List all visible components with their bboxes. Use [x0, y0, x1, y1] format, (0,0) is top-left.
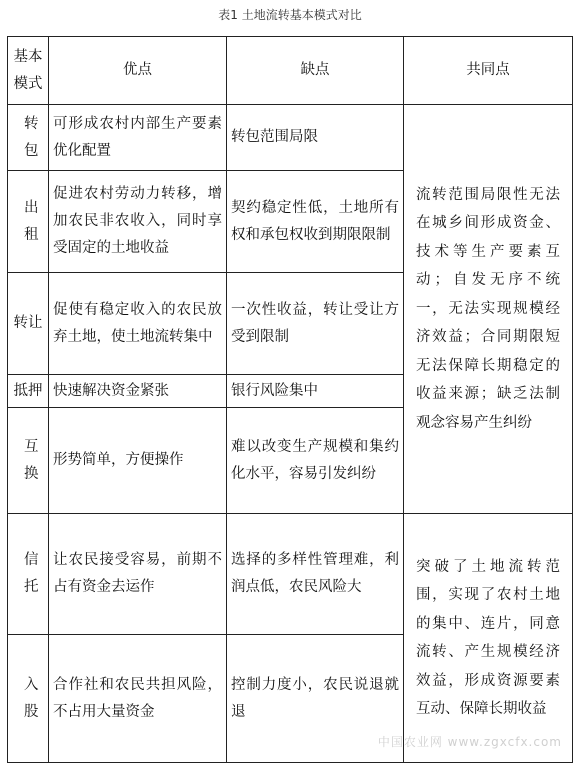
- header-advantages: 优点: [49, 37, 227, 105]
- advantages-cell: 合作社和农民共担风险，不占用大量资金: [49, 635, 227, 763]
- header-disadvantages: 缺点: [227, 37, 404, 105]
- header-row: [8, 37, 573, 105]
- advantages-cell: 形势简单，方便操作: [49, 408, 227, 514]
- advantages-cell: 快速解决资金紧张: [49, 375, 227, 408]
- common-cell-group-2: 突破了土地流转范围，实现了农村土地的集中、连片，同意流转、产生规模经济效益，形成资源要素互动、保障长期收益: [404, 514, 573, 763]
- disadvantages-cell: 选择的多样性管理难，利润点低，农民风险大: [227, 514, 404, 635]
- advantages-cell: 促进农村劳动力转移，增加农民非农收入，同时享受固定的土地收益: [49, 171, 227, 273]
- mode-cell: 转让: [8, 273, 49, 375]
- mode-cell: 抵押: [8, 375, 49, 408]
- mode-cell: 转包: [8, 105, 49, 171]
- disadvantages-cell: 转包范围局限: [227, 105, 404, 171]
- advantages-cell: 可形成农村内部生产要素优化配置: [49, 105, 227, 171]
- common-cell-group-1: 流转范围局限性无法在城乡间形成资金、技术等生产要素互动；自发无序不统一，无法实现规模经济效益；合同期限短无法保障长期稳定的收益来源；缺乏法制观念容易产生纠纷: [404, 105, 573, 514]
- table-row: [8, 514, 573, 635]
- table-row: [8, 105, 573, 171]
- advantages-cell: 让农民接受容易，前期不占有资金去运作: [49, 514, 227, 635]
- mode-cell: 信托: [8, 514, 49, 635]
- table-caption: 表1 土地流转基本模式对比: [218, 8, 362, 22]
- mode-cell: 出租: [8, 171, 49, 273]
- disadvantages-cell: 难以改变生产规模和集约化水平，容易引发纠纷: [227, 408, 404, 514]
- disadvantages-cell: 契约稳定性低，土地所有权和承包权收到期限限制: [227, 171, 404, 273]
- disadvantages-cell: 银行风险集中: [227, 375, 404, 408]
- watermark: 中国农业网 www.zgxcfx.com: [377, 735, 562, 749]
- header-mode: 基本模式: [8, 37, 49, 105]
- land-transfer-comparison-table: [7, 36, 573, 763]
- disadvantages-cell: 一次性收益，转让受让方受到限制: [227, 273, 404, 375]
- advantages-cell: 促使有稳定收入的农民放弃土地，使土地流转集中: [49, 273, 227, 375]
- disadvantages-cell: 控制力度小，农民说退就退: [227, 635, 404, 763]
- mode-cell: 互换: [8, 408, 49, 514]
- mode-cell: 入股: [8, 635, 49, 763]
- header-common: 共同点: [404, 37, 573, 105]
